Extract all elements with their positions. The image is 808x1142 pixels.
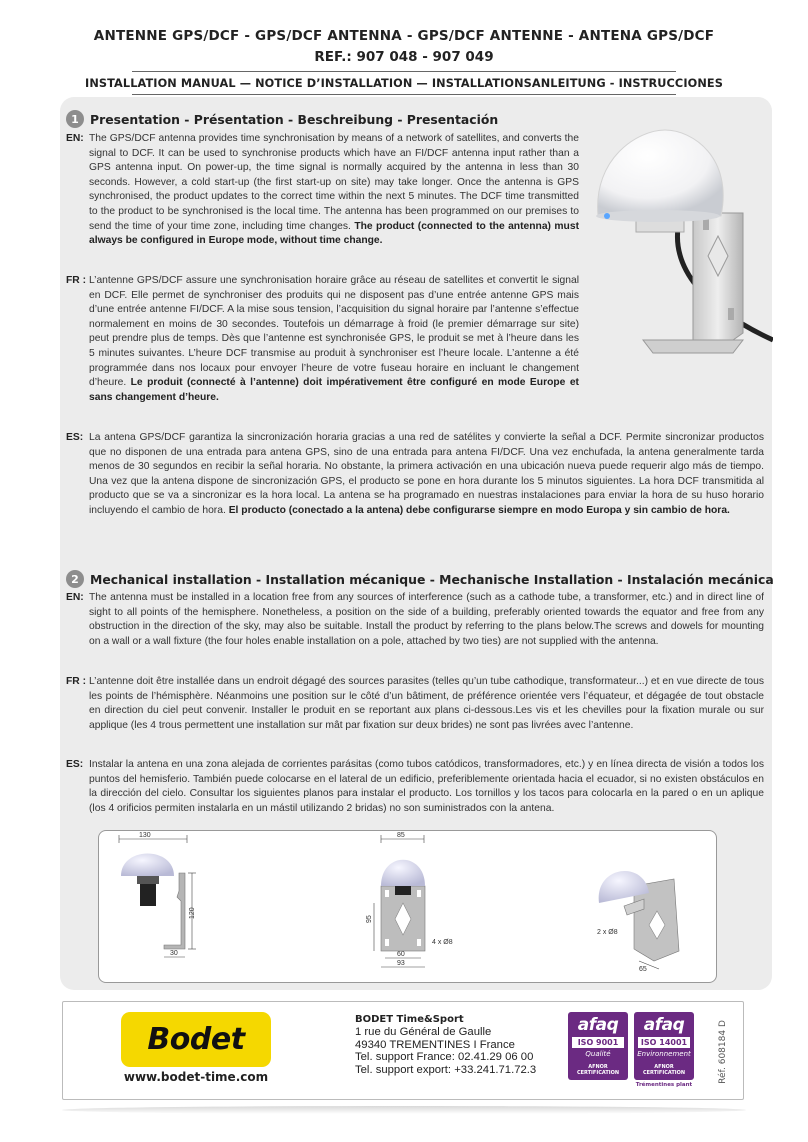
language-label: EN: <box>66 133 84 144</box>
plans-drawing <box>99 831 716 982</box>
section-title: Presentation - Présentation - Beschreibung - Presentación <box>90 111 499 127</box>
support-phone-export: Tel. support export: +33.241.71.72.3 <box>355 1063 537 1076</box>
language-label: FR : <box>66 275 87 286</box>
dimension-label: 93 <box>397 960 405 967</box>
side-view-drawing <box>119 832 196 957</box>
dimension-label: 85 <box>397 832 405 839</box>
address-line: 49340 TREMENTINES I France <box>355 1038 515 1051</box>
document-reference: Réf. 608184 D <box>718 1020 728 1084</box>
paragraph-text: La antena GPS/DCF garantiza la sincronización horaria gracias a una red de satélites y convierte la señal a DCF. Permite sincronizar productos que no disponen de una entrada para antena GPS, sino de una entrada para antena FI/DCF. Una vez enchufada, la antena generalmente tarda menos de 30 segundos en recibir la señal horaria. No obstante, la primera activación en una ubicación nueva puede requerir algo más de tiempo. Una vez que la antena dispone de sincronización GPS, el producto se pone en hora durante los 5 minutos siguientes. La hora DCF transmitida al producto que se va a sincronizar es la hora local. La antena se ha programado en nuestras instalaciones para enviar la hora de su huso horario incluyendo el cambio de hora. <box>89 432 764 516</box>
paragraph-bold-text: The product (connected to the antenna) must always be configured in Europe mode, without time change. <box>89 220 579 247</box>
dimension-label: 30 <box>170 950 178 957</box>
dimension-label: 120 <box>189 907 196 919</box>
language-label: ES: <box>66 432 84 443</box>
paragraph-bold-text: El producto (conectado a la antena) debe configurarse siempre en modo Europa y sin cambio de hora. <box>228 504 730 516</box>
section-number-badge: 1 <box>66 110 84 128</box>
paragraph-text: L’antenne doit être installée dans un endroit dégagé des sources parasites (telles qu’un tube cathodique, transformateur...) et en vue directe de tous les points de l’hémisphère. Néanmoins une position sur le côté d’un bâtiment, de préférence orientée vers l’équateur, et dégagée de tout obstacle en direction du ciel peut convenir. Installer le produit en se reportant aux plans ci-dessous.Les vis et les chevilles pour la fixation murale ou sur applique (les 4 trous permettent une installation sur mât par fixation sur deux brides) ne sont pas livrées avec l’antenne. <box>89 676 764 731</box>
language-label: EN: <box>66 592 84 603</box>
paragraph-text: L’antenne GPS/DCF assure une synchronisation horaire grâce au réseau de satellites et convertit le signal en DCF. Elle permet de synchroniser des produits qui ne disposent pas d’une entrée antenne GPS mais d’une entrée antenne FI/DCF. A la mise sous tension, l’acquisition du signal horaire par l’antenne s’effectue normalement en moins de 30 secondes. Toutefois un démarrage à froid (le premier démarrage sur site) peut prendre plus de temps. Dès que l’antenne est synchronisée GPS, le produit se met à l’heure dans les 5 minutes suivantes. L’heure DCF transmise au produit à synchroniser est l’heure locale. L’antenne a été programmée dans nos locaux pour envoyer l’heure de votre fuseau horaire en incluant le changement d’heure. <box>89 275 579 389</box>
dimension-label: 65 <box>639 966 647 973</box>
dimension-label: 95 <box>366 915 373 923</box>
website-link[interactable]: www.bodet-time.com <box>123 1070 269 1084</box>
paragraph-es-presentation <box>66 431 764 519</box>
dimension-label: 60 <box>397 951 405 958</box>
afaq-iso14001-badge: afaq ISO 14001 Environnement AFNOR CERTIFICATION <box>634 1012 694 1080</box>
company-address <box>355 1014 536 1076</box>
paragraph-bold-text: Le produit (connecté à l’antenne) doit impérativement être configuré en mode Europe et sans changement d’heure. <box>89 377 579 403</box>
divider <box>132 71 676 72</box>
footer <box>62 1001 744 1100</box>
address-line: 1 rue du Général de Gaulle <box>355 1026 492 1039</box>
paragraph-text: Instalar la antena en una zona alejada de corrientes parásitas (como tubos catódicos, transformadores, etc.) y en línea directa de visión a todos los puntos del hemisferio. También puede colocarse en el lateral de un edificio, preferiblemente orientada hacia el ecuador, si no existen obstáculos en la dirección del cielo. Consultar los siguientes planos para instalar el producto. Los tornillos y los tacos para colocarla en la pared o en un aplique (los 4 orificios permiten instalarla en un mástil utilizando 2 bridas) no son suministrados con la antena. <box>89 759 764 814</box>
paragraph-en-installation <box>66 591 764 649</box>
section-number-badge: 2 <box>66 570 84 588</box>
section-title: Mechanical installation - Installation mécanique - Mechanische Installation - Instalación mecánica <box>90 571 774 587</box>
reference-numbers: REF.: 907 048 - 907 049 <box>314 49 494 65</box>
language-label: ES: <box>66 759 84 770</box>
paragraph-fr-installation <box>66 675 764 733</box>
section-mechanical-heading <box>66 570 774 588</box>
antenna-photo <box>583 118 773 363</box>
page-shadow <box>62 1106 746 1114</box>
bodet-logo: Bodet <box>121 1012 271 1067</box>
paragraph-text: The GPS/DCF antenna provides time synchronisation by means of a network of satellites, and converts the signal to DCF. It can be used to synchronise products which have an FI/DCF antenna input rather than a GPS antenna input. On power-up, the time signal is normally acquired by the antenna in less than 30 seconds. However, a cold start-up (the first start-up on site) may take longer. Once the antenna is GPS synchronised, the product updates to the correct time within the next 5 minutes. The DCF time transmitted to the product to be synchronised is the local time. The antenna has been programmed on our premises to send the time of your time zone, including time changes. <box>89 133 579 232</box>
dimension-label: 2 x Ø8 <box>597 929 618 936</box>
paragraph-en-presentation <box>66 132 579 249</box>
certification-plant: Trémentines plant <box>635 1082 693 1088</box>
installation-plans <box>98 830 717 983</box>
isometric-view-drawing <box>597 871 679 973</box>
afaq-iso9001-badge: afaq ISO 9001 Qualité AFNOR CERTIFICATION <box>568 1012 628 1080</box>
language-label: FR : <box>66 676 87 687</box>
divider <box>132 94 676 95</box>
paragraph-es-installation <box>66 758 764 816</box>
dimension-label: 4 x Ø8 <box>432 939 453 946</box>
paragraph-fr-presentation <box>66 274 579 405</box>
company-name: BODET Time&Sport <box>355 1014 464 1025</box>
support-phone-france: Tel. support France: 02.41.29 06 00 <box>355 1051 534 1064</box>
paragraph-text: The antenna must be installed in a location free from any sources of interference (such as a cathode tube, a transformer, etc.) and in direct line of sight to all points of the hemisphere. Nonetheless, a position on the side of a building, preferably oriented towards the equator and free from any obstruction in the direction of the sky, may also be suitable. Install the product by referring to the plans below.The screws and dowels for mounting on a wall or a wall fixture (the four holes enable installation on a pole, attached by two ties) are not supplied with the antenna. <box>89 592 764 647</box>
document-title: ANTENNE GPS/DCF - GPS/DCF ANTENNA - GPS/DCF ANTENNE - ANTENA GPS/DCF <box>93 28 715 44</box>
section-presentation-heading <box>66 110 498 128</box>
front-view-drawing <box>366 832 453 967</box>
manual-subtitle: INSTALLATION MANUAL — NOTICE D’INSTALLATION — INSTALLATIONSANLEITUNG - INSTRUCCIONES <box>85 77 723 90</box>
dimension-label: 130 <box>139 832 151 839</box>
